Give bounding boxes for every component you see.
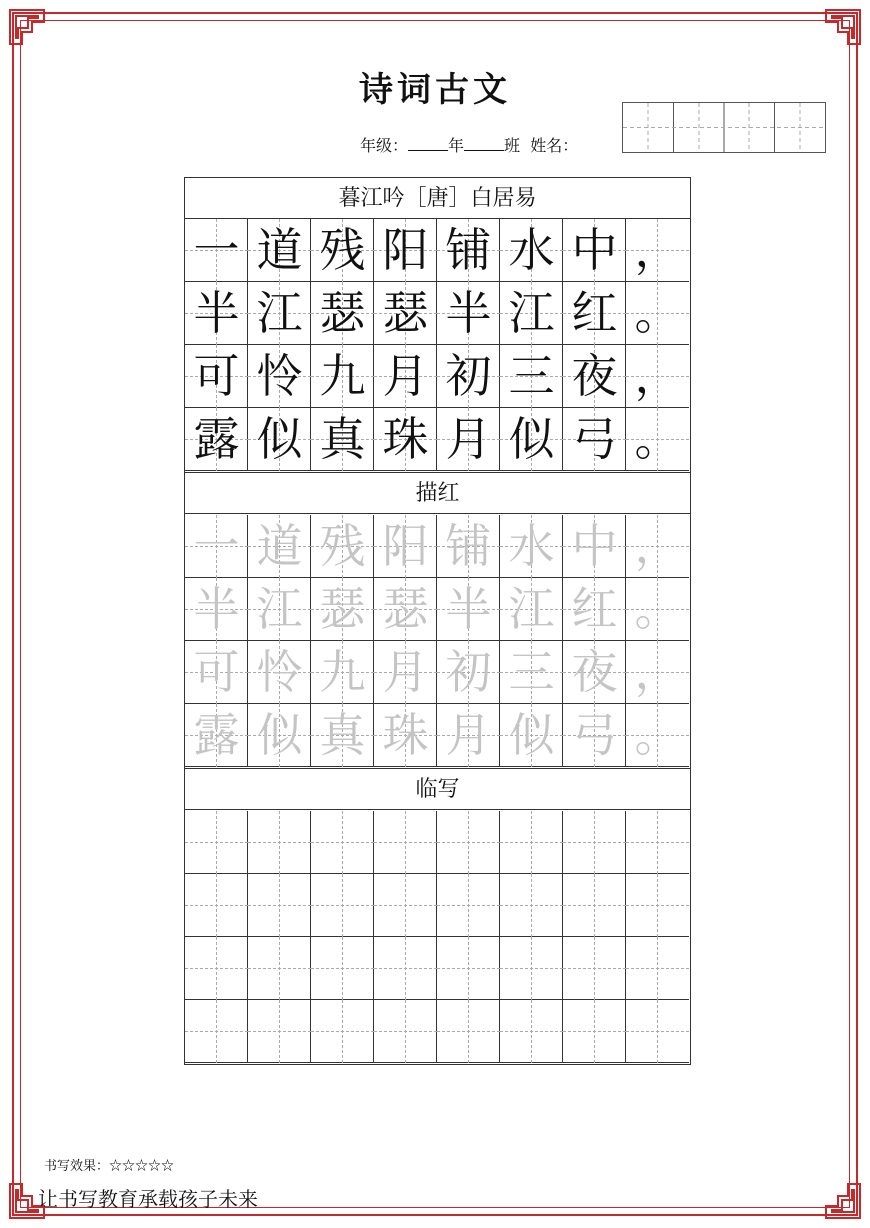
trace-row: [185, 704, 690, 767]
grid-cell[interactable]: [311, 811, 374, 874]
grid-cell: [626, 219, 689, 282]
character: 似: [508, 708, 555, 762]
grid-cell[interactable]: [437, 811, 500, 874]
copy-heading: 临写: [185, 768, 690, 810]
grid-cell[interactable]: [437, 1000, 500, 1063]
grid-cell[interactable]: [185, 1000, 248, 1063]
grid-cell: [185, 641, 248, 704]
grid-cell: [437, 641, 500, 704]
copy-row: [185, 1000, 690, 1063]
grid-cell: [248, 345, 311, 408]
trace-heading: 描红: [185, 472, 690, 514]
character: 水: [508, 223, 555, 277]
character: 水: [508, 519, 555, 573]
character: 三: [508, 645, 555, 699]
character: 一: [193, 223, 240, 277]
grid-cell: [626, 345, 689, 408]
grid-cell: [374, 408, 437, 471]
poem-row: [185, 408, 690, 471]
character: ，: [634, 645, 681, 699]
year-label: 年: [448, 136, 465, 155]
character: 瑟: [382, 582, 429, 636]
grid-cell: [374, 641, 437, 704]
grid-cell: [185, 515, 248, 578]
character: 一: [193, 519, 240, 573]
grid-cell[interactable]: [311, 937, 374, 1000]
character: 中: [571, 223, 618, 277]
character: 可: [193, 349, 240, 403]
character: 半: [193, 582, 240, 636]
grid-cell: [374, 578, 437, 641]
corner-ornament-icon: [824, 1182, 862, 1220]
grid-cell: [437, 704, 500, 767]
student-info-line: [360, 133, 578, 156]
practice-sheet: [184, 177, 691, 1065]
grid-cell: [500, 704, 563, 767]
grade-label: 年级：: [360, 136, 409, 155]
footer-motto: 让书写教育承载孩子未来: [38, 1187, 258, 1211]
character: 似: [256, 708, 303, 762]
character: 初: [445, 645, 492, 699]
grid-cell[interactable]: [437, 937, 500, 1000]
trace-row: [185, 578, 690, 641]
grid-cell[interactable]: [248, 937, 311, 1000]
character: 道: [256, 223, 303, 277]
grid-cell[interactable]: [563, 937, 626, 1000]
grid-cell[interactable]: [248, 874, 311, 937]
grid-cell: [437, 219, 500, 282]
character: 露: [193, 412, 240, 466]
copy-row: [185, 937, 690, 1000]
character: 。: [634, 582, 681, 636]
grid-cell[interactable]: [500, 1000, 563, 1063]
corner-ornament-icon: [824, 8, 862, 46]
character: 江: [508, 286, 555, 340]
grid-cell: [437, 515, 500, 578]
character: 半: [193, 286, 240, 340]
character: 残: [319, 223, 366, 277]
character: 道: [256, 519, 303, 573]
grid-cell: [248, 641, 311, 704]
character: 弓: [571, 412, 618, 466]
page-title: 诗词古文: [359, 70, 511, 110]
grid-cell: [311, 578, 374, 641]
trace-row: [185, 515, 690, 578]
grid-cell: [563, 282, 626, 345]
character: 真: [319, 708, 366, 762]
grid-cell: [311, 219, 374, 282]
grid-cell: [626, 282, 689, 345]
grid-cell[interactable]: [185, 811, 248, 874]
grid-cell: [248, 282, 311, 345]
grid-cell: [626, 515, 689, 578]
grid-cell: [374, 704, 437, 767]
grid-cell[interactable]: [374, 811, 437, 874]
grid-cell: [185, 282, 248, 345]
character: 初: [445, 349, 492, 403]
grid-cell[interactable]: [248, 1000, 311, 1063]
poem-heading: 暮江吟［唐］白居易: [185, 178, 690, 219]
grid-cell: [626, 408, 689, 471]
character: 江: [256, 286, 303, 340]
character: ，: [634, 223, 681, 277]
character: 铺: [445, 223, 492, 277]
grid-cell[interactable]: [626, 874, 689, 937]
grid-cell: [185, 704, 248, 767]
class-label: 班: [504, 136, 521, 155]
character: 弓: [571, 708, 618, 762]
grid-cell[interactable]: [311, 874, 374, 937]
name-label: 姓名：: [530, 136, 579, 155]
grid-cell[interactable]: [185, 874, 248, 937]
character: 阳: [382, 223, 429, 277]
grid-cell: [311, 345, 374, 408]
character: 红: [571, 582, 618, 636]
grid-cell: [311, 408, 374, 471]
grid-cell[interactable]: [626, 1000, 689, 1063]
grid-cell[interactable]: [563, 811, 626, 874]
trace-row: [185, 641, 690, 704]
grid-cell: [248, 408, 311, 471]
grid-cell: [437, 345, 500, 408]
grid-cell[interactable]: [563, 874, 626, 937]
poem-row: [185, 345, 690, 408]
grid-cell[interactable]: [500, 937, 563, 1000]
grid-cell: [563, 704, 626, 767]
character: 似: [508, 412, 555, 466]
grid-cell[interactable]: [626, 937, 689, 1000]
grid-cell: [248, 578, 311, 641]
writing-rating: 书写效果：☆☆☆☆☆: [44, 1159, 175, 1174]
character: 半: [445, 286, 492, 340]
grid-cell[interactable]: [374, 874, 437, 937]
grid-cell: [374, 219, 437, 282]
character: 似: [256, 412, 303, 466]
character: 怜: [256, 645, 303, 699]
grid-cell: [185, 219, 248, 282]
grid-cell[interactable]: [374, 937, 437, 1000]
character: 九: [319, 349, 366, 403]
grid-cell: [563, 408, 626, 471]
character: 月: [382, 645, 429, 699]
character: 阳: [382, 519, 429, 573]
character: 中: [571, 519, 618, 573]
character: 可: [193, 645, 240, 699]
grid-cell: [563, 219, 626, 282]
grid-cell: [500, 408, 563, 471]
grid-cell[interactable]: [311, 1000, 374, 1063]
grid-cell: [500, 345, 563, 408]
class-blank[interactable]: [464, 136, 504, 151]
character: 真: [319, 412, 366, 466]
corner-ornament-icon: [8, 8, 46, 46]
grid-cell: [311, 515, 374, 578]
character: ，: [634, 349, 681, 403]
character: 。: [634, 412, 681, 466]
grid-cell: [500, 282, 563, 345]
grid-cell: [626, 704, 689, 767]
character: 。: [634, 708, 681, 762]
grid-cell: [311, 282, 374, 345]
grid-cell: [563, 515, 626, 578]
grid-cell: [311, 704, 374, 767]
grid-cell: [437, 408, 500, 471]
copy-row: [185, 874, 690, 937]
grid-cell[interactable]: [437, 874, 500, 937]
character: 红: [571, 286, 618, 340]
character: ，: [634, 519, 681, 573]
grid-cell: [500, 219, 563, 282]
grid-cell: [437, 578, 500, 641]
character: 残: [319, 519, 366, 573]
grid-cell: [311, 641, 374, 704]
grid-cell[interactable]: [374, 1000, 437, 1063]
poem-row: [185, 219, 690, 282]
grid-cell: [185, 345, 248, 408]
character: 。: [634, 286, 681, 340]
character: 瑟: [319, 286, 366, 340]
name-writing-grid[interactable]: [622, 102, 826, 153]
grid-cell: [563, 641, 626, 704]
character: 夜: [571, 349, 618, 403]
character: 月: [382, 349, 429, 403]
character: 三: [508, 349, 555, 403]
grid-cell[interactable]: [500, 874, 563, 937]
character: 怜: [256, 349, 303, 403]
character: 半: [445, 582, 492, 636]
grid-cell: [185, 578, 248, 641]
grid-cell: [500, 515, 563, 578]
grid-cell: [248, 219, 311, 282]
character: 夜: [571, 645, 618, 699]
character: 瑟: [382, 286, 429, 340]
character: 江: [508, 582, 555, 636]
grid-cell: [374, 515, 437, 578]
grid-cell[interactable]: [500, 811, 563, 874]
grade-blank[interactable]: [408, 136, 448, 151]
grid-cell[interactable]: [185, 937, 248, 1000]
character: 月: [445, 412, 492, 466]
grid-cell: [437, 282, 500, 345]
grid-cell: [374, 282, 437, 345]
grid-cell: [500, 578, 563, 641]
grid-cell: [248, 704, 311, 767]
character: 铺: [445, 519, 492, 573]
character: 瑟: [319, 582, 366, 636]
character: 露: [193, 708, 240, 762]
grid-cell[interactable]: [626, 811, 689, 874]
character: 江: [256, 582, 303, 636]
grid-cell[interactable]: [563, 1000, 626, 1063]
character: 月: [445, 708, 492, 762]
grid-cell[interactable]: [248, 811, 311, 874]
grid-cell: [626, 578, 689, 641]
grid-cell: [248, 515, 311, 578]
grid-cell: [185, 408, 248, 471]
character: 九: [319, 645, 366, 699]
grid-cell: [626, 641, 689, 704]
character: 珠: [382, 708, 429, 762]
grid-cell: [500, 641, 563, 704]
copy-row: [185, 811, 690, 874]
grid-cell: [563, 345, 626, 408]
character: 珠: [382, 412, 429, 466]
poem-row: [185, 282, 690, 345]
grid-cell: [374, 345, 437, 408]
grid-cell: [563, 578, 626, 641]
